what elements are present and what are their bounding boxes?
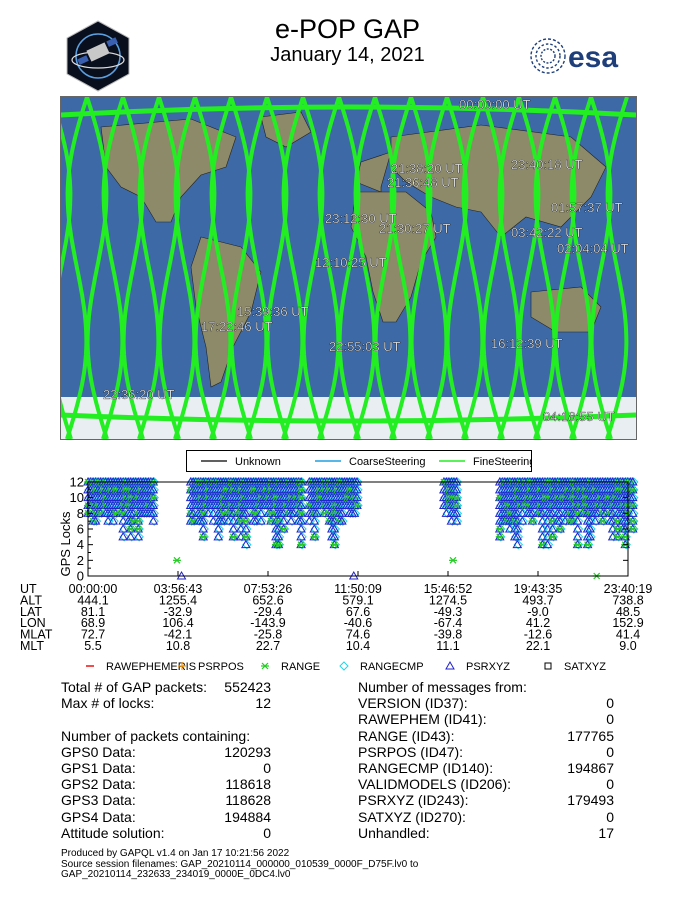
locks-point [614, 534, 622, 540]
series-legend [72, 658, 638, 674]
locks-point [134, 526, 142, 532]
map-time-label: 01:57:37 UT [551, 200, 623, 215]
stat-label: GPS3 Data: [61, 792, 136, 809]
stat-value: 0 [263, 760, 271, 776]
locks-point [199, 534, 207, 540]
map-time-label: 21:38:20 UT [391, 161, 463, 176]
locks-point [229, 534, 237, 540]
table-cell: 74.6 [345, 627, 371, 642]
stat-value: 118618 [225, 776, 271, 793]
stat-row [61, 809, 351, 825]
footer-source-files-cont: GAP_20210114_232633_234019_0000E_0DC4.lv0 [61, 869, 291, 880]
series-legend-label: PSRPOS [198, 661, 244, 673]
stat-label: Number of messages from: [358, 679, 527, 695]
stat-value: 0 [606, 776, 614, 793]
legend-label-fine: FineSteering [473, 456, 531, 468]
world-map [61, 97, 636, 439]
locks-point [496, 534, 504, 540]
map-time-label: 04:18:55 UT [543, 409, 615, 424]
stat-row [61, 792, 351, 808]
locks-point [242, 518, 250, 524]
stat-label: Attitude solution: [61, 824, 165, 841]
stat-value: 0 [606, 711, 614, 728]
stat-row [358, 711, 618, 727]
table-cell: -39.8 [433, 627, 463, 642]
series-legend-label: RAWEPHEMERIS [106, 661, 197, 673]
map-time-label: 16:12:39 UT [491, 336, 563, 351]
table-cell: -67.4 [433, 616, 463, 631]
locks-point [548, 534, 556, 540]
locks-point [134, 518, 142, 524]
locks-point [574, 542, 582, 548]
table-cell: 48.5 [615, 604, 641, 619]
y-tick-label: 2 [76, 552, 84, 568]
table-cell: 10.8 [165, 639, 191, 653]
series-legend-label: SATXYZ [564, 661, 606, 673]
series-legend-label: RANGECMP [360, 661, 424, 673]
locks-point [545, 663, 551, 669]
stat-value: 118628 [225, 792, 271, 809]
stat-value: 177765 [567, 727, 614, 744]
table-cell: 11:50:09 [334, 582, 382, 596]
map-time-label: 21:30:27 UT [379, 221, 451, 236]
table-cell: -9.0 [527, 604, 549, 619]
stat-label: PSRXYZ (ID243): [358, 792, 469, 809]
locks-point [297, 542, 305, 548]
map-time-label: 02:04:04 UT [557, 241, 629, 256]
mission-logo-icon [62, 20, 134, 92]
stat-row [358, 695, 618, 711]
table-cell: 11.1 [436, 639, 460, 653]
plot-area [84, 478, 638, 579]
table-cell: 72.7 [80, 627, 106, 642]
table-cell: 106.4 [162, 616, 194, 631]
stat-value: 194867 [567, 760, 614, 776]
table-cell: 152.9 [612, 616, 644, 631]
table-row-label: LAT [20, 604, 42, 619]
table-cell: 22.7 [255, 639, 281, 653]
stat-row [61, 728, 351, 744]
gps-locks-chart [0, 476, 695, 656]
locks-point [242, 534, 250, 540]
stat-value: 12 [255, 695, 271, 712]
stats-left-panel [61, 679, 351, 849]
stat-label: Total # of GAP packets: [61, 679, 208, 695]
table-cell: 22.1 [525, 639, 551, 653]
table-row-label: UT [20, 582, 37, 596]
footer-source-files: Source session filenames: GAP_20210114_000000_010539_0000F_D75F.lv0 to [61, 858, 419, 870]
stat-label: VERSION (ID37): [358, 695, 468, 712]
locks-point [127, 526, 135, 532]
stat-row [358, 728, 618, 744]
stat-value: 0 [606, 743, 614, 760]
table-cell: 03:56:43 [153, 582, 203, 596]
stat-value: 0 [606, 695, 614, 712]
stat-row [358, 792, 618, 808]
esa-logo-icon [528, 36, 638, 76]
y-tick-label: 4 [76, 537, 84, 553]
table-cell: -32.9 [163, 604, 193, 619]
table-row-label: LON [20, 616, 46, 631]
footer-produced-by: Produced by GAPQL v1.4 on Jan 17 10:21:56 2022 [61, 848, 290, 859]
map-time-label: 15:39:36 UT [237, 304, 309, 319]
locks-point [310, 534, 318, 540]
stat-value: 0 [606, 808, 614, 825]
table-cell: 493.7 [522, 593, 554, 608]
table-cell: -29.4 [253, 604, 283, 619]
stat-value: 120293 [224, 743, 271, 760]
table-cell: 19:43:35 [513, 582, 563, 596]
stat-row [61, 744, 351, 760]
stat-value: 0 [263, 824, 271, 841]
locks-point [340, 662, 348, 670]
locks-point [279, 526, 287, 532]
table-row-label: MLAT [20, 627, 53, 642]
map-time-label: 21:36:48 UT [387, 175, 459, 190]
locks-point [173, 557, 181, 563]
stat-value: 17 [598, 824, 614, 841]
locks-point [629, 526, 637, 532]
table-cell: -12.6 [523, 627, 553, 642]
table-cell: 81.1 [80, 604, 106, 619]
stat-row [61, 760, 351, 776]
table-cell: 1274.5 [428, 593, 468, 608]
stat-row [61, 695, 351, 711]
locks-point [584, 542, 592, 548]
table-cell: 738.8 [612, 593, 644, 608]
y-tick-label: 10 [69, 490, 84, 506]
table-cell: -42.1 [163, 627, 193, 642]
map-time-label: 23:40:18 UT [511, 157, 583, 172]
table-cell: 68.9 [80, 616, 106, 631]
y-axis-label: GPS Locks [58, 511, 73, 577]
table-cell: 9.0 [619, 639, 637, 653]
locks-point [556, 526, 564, 532]
table-cell: -143.9 [250, 616, 286, 631]
table-cell: 10.4 [345, 639, 371, 653]
legend-label-coarse: CoarseSteering [349, 456, 426, 468]
stat-label: VALIDMODELS (ID206): [358, 776, 512, 793]
mode-legend [186, 450, 532, 472]
table-cell: 444.1 [77, 593, 109, 608]
table-cell: 652.6 [252, 593, 284, 608]
table-cell: 15:46:52 [423, 582, 473, 596]
table-cell: 00:00:00 [68, 582, 118, 596]
stat-label: GPS1 Data: [61, 760, 136, 776]
orbit-track-map [60, 96, 637, 440]
stat-label: RANGECMP (ID140): [358, 760, 494, 776]
footer [61, 849, 661, 881]
table-cell: 1255.4 [158, 593, 198, 608]
stat-label: PSRPOS (ID47): [358, 743, 464, 760]
stat-label: GPS4 Data: [61, 808, 136, 825]
series-legend-label: PSRXYZ [466, 661, 511, 673]
y-tick-label: 6 [76, 521, 84, 537]
stat-row [61, 679, 351, 695]
stat-row [358, 809, 618, 825]
stat-value: 179493 [567, 792, 614, 809]
esa-logo-text: esa [568, 41, 619, 74]
stat-row [358, 679, 618, 695]
page-title: e-POP GAP [274, 14, 421, 44]
y-tick-label: 0 [76, 568, 84, 584]
stat-row [61, 825, 351, 841]
table-cell: 579.1 [342, 593, 374, 608]
table-cell: 07:53:26 [243, 582, 293, 596]
stat-row [61, 776, 351, 792]
map-time-label: 23:12:30 UT [325, 211, 397, 226]
map-time-label: 12:10:25 UT [315, 255, 387, 270]
stat-row [358, 760, 618, 776]
stat-row [358, 825, 618, 841]
locks-point [449, 557, 457, 563]
stats-right-panel [358, 679, 618, 849]
stat-row [358, 776, 618, 792]
table-cell: -40.6 [343, 616, 373, 631]
map-time-label: 03:42:22 UT [511, 225, 583, 240]
y-tick-label: 8 [76, 505, 84, 521]
locks-point [528, 518, 536, 524]
stat-label: Max # of locks: [61, 695, 155, 712]
table-row-label: ALT [20, 593, 42, 608]
locks-point [496, 526, 504, 532]
legend-label-unknown: Unknown [235, 456, 281, 468]
locks-point [629, 518, 637, 524]
series-legend-label: RANGE [281, 661, 321, 673]
map-time-label: 00:00:00 UT [459, 97, 531, 112]
stat-row [61, 711, 351, 727]
y-tick-label: 12 [69, 476, 84, 490]
map-time-label: 22:36:20 UT [103, 387, 175, 402]
locks-point [330, 542, 338, 548]
locks-point [446, 662, 454, 669]
stat-label: GPS2 Data: [61, 776, 136, 793]
table-cell: 5.5 [84, 639, 102, 653]
map-time-label: 17:22:46 UT [201, 319, 273, 334]
stat-value: 552423 [224, 679, 271, 695]
stat-label: SATXYZ (ID270): [358, 808, 466, 825]
table-cell: 67.6 [345, 604, 371, 619]
locks-point [261, 663, 269, 669]
table-cell: 41.4 [615, 627, 641, 642]
stat-label: Number of packets containing: [61, 727, 251, 744]
stat-label: Unhandled: [358, 824, 430, 841]
stat-label: GPS0 Data: [61, 743, 136, 760]
locks-point [599, 518, 607, 524]
table-row-label: MLT [20, 639, 45, 653]
table-cell: -49.3 [433, 604, 463, 619]
table-cell: -25.8 [253, 627, 283, 642]
stat-value: 194884 [224, 808, 271, 825]
stat-label: RANGE (ID43): [358, 727, 455, 744]
page-date: January 14, 2021 [270, 44, 425, 66]
ephemeris-table [20, 582, 652, 653]
map-time-label: 22:55:03 UT [329, 339, 401, 354]
table-cell: 41.2 [525, 616, 551, 631]
table-cell: 23:40:19 [603, 582, 653, 596]
stat-row [358, 744, 618, 760]
stat-label: RAWEPHEM (ID41): [358, 711, 487, 728]
